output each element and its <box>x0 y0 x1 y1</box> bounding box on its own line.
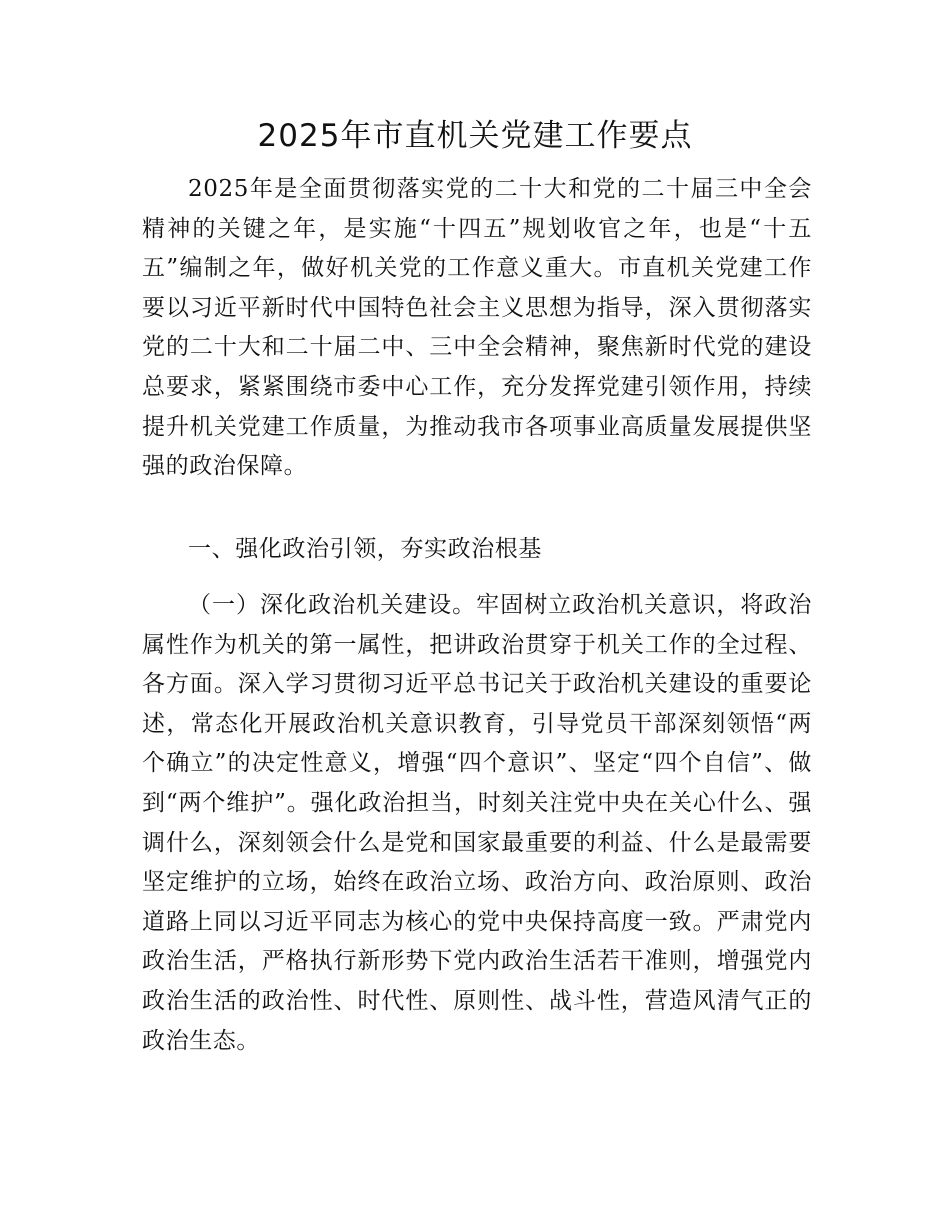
section-heading-1: 一、强化政治引领，夯实政治根基 <box>188 536 542 562</box>
section-item-1-paragraph: （一）深化政治机关建设。牢固树立政治机关意识，将政治属性作为机关的第一属性，把讲政治贯穿于机关工作的全过程、各方面。深入学习贯彻习近平总书记关于政治机关建设的重要论述，常态化开展政治机关意识教育，引导党员干部深刻领悟“两个确立”的决定性意义，增强“四个意识”、坚定“四个自信”、做到“两个维护”。强化政治担当，时刻关注党中央在关心什么、强调什么，深刻领会什么是党和国家最重要的利益、什么是最需要坚定维护的立场，始终在政治立场、政治方向、政治原则、政治道路上同以习近平同志为核心的党中央保持高度一致。严肃党内政治生活，严格执行新形势下党内政治生活若干准则，增强党内政治生活的政治性、时代性、原则性、战斗性，营造风清气正的政治生态。 <box>142 592 812 1054</box>
document-title: 2025年市直机关党建工作要点 <box>257 118 693 154</box>
intro-paragraph: 2025年是全面贯彻落实党的二十大和党的二十届三中全会精神的关键之年，是实施“十四五”规划收官之年，也是“十五五”编制之年，做好机关党的工作意义重大。市直机关党建工作要以习近平新时代中国特色社会主义思想为指导，深入贯彻落实党的二十大和二十届二中、三中全会精神，聚焦新时代党的建设总要求，紧紧围绕市委中心工作，充分发挥党建引领作用，持续提升机关党建工作质量，为推动我市各项事业高质量发展提供坚强的政治保障。 <box>142 176 812 480</box>
